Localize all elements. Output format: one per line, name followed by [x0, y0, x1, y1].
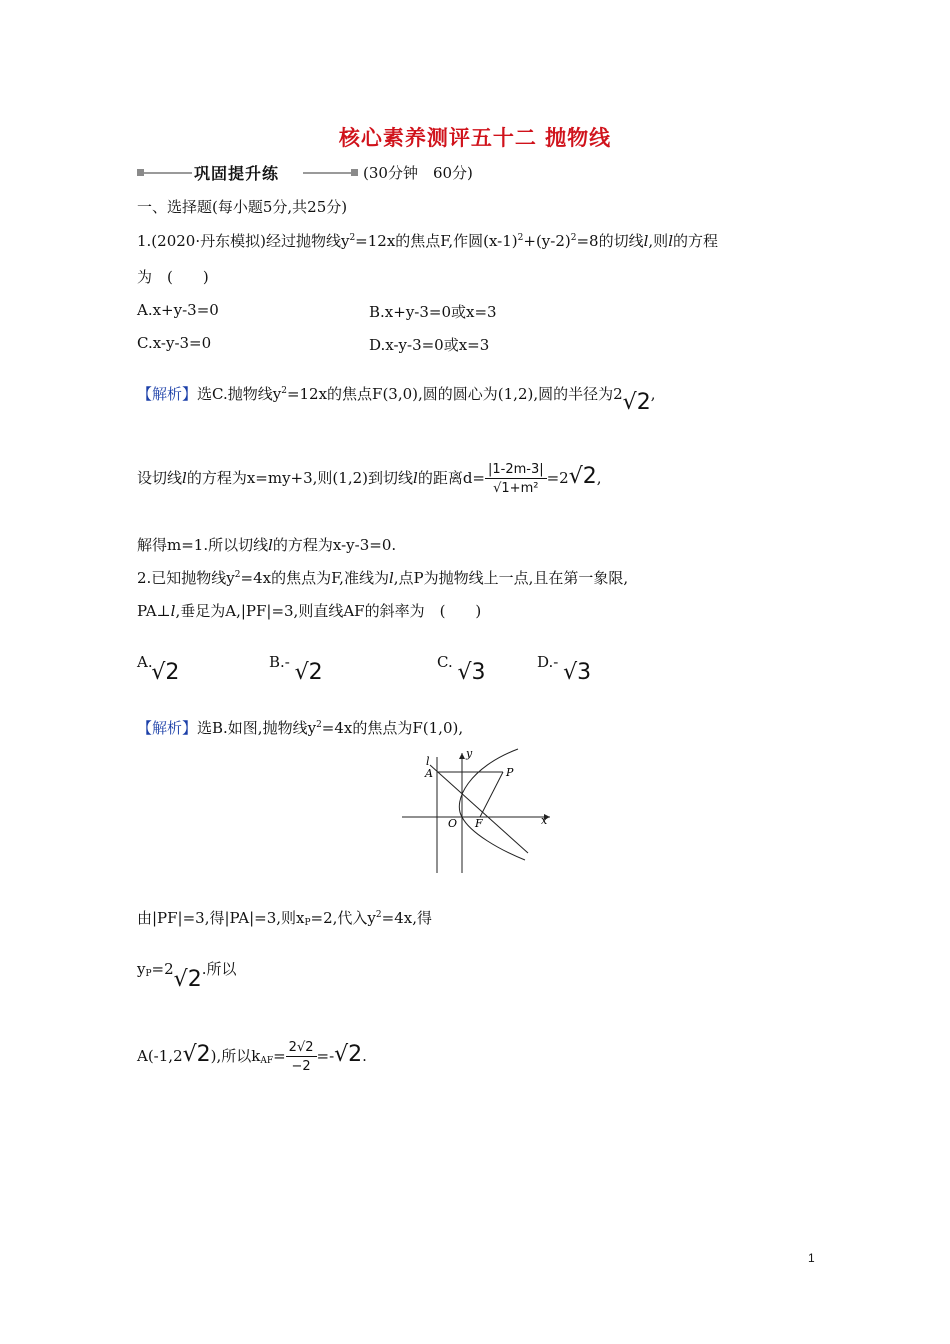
q1-analysis-1b: =12x的焦点F(3,0),圆的圆心为(1,2),圆的半径为2	[286, 385, 623, 403]
q1-stem-b: =12x的焦点F,作圆(x-1)	[355, 232, 518, 250]
q2-option-c	[437, 648, 486, 685]
q1-analysis-3a: 解得m=1.所以切线	[137, 536, 269, 554]
q1-analysis-1a: 选C.抛物线y	[197, 385, 282, 403]
sqrt-2: √2	[182, 1042, 211, 1067]
var-l: l	[643, 232, 649, 250]
fraction-denominator: √1+m²	[493, 481, 539, 496]
q1-stem-d: =8的切线	[576, 232, 644, 250]
distance-fraction	[485, 462, 547, 496]
slope-fraction	[286, 1040, 317, 1074]
q2-stem-line2b: ,垂足为A,|PF|=3,则直线AF的斜率为 ( )	[175, 602, 482, 620]
segment-PF	[480, 772, 503, 817]
sqrt-2: √2	[568, 464, 597, 489]
sup: 2	[234, 570, 241, 580]
q2-analysis-4c: =	[273, 1047, 286, 1065]
page-title: 核心素养测评五十二 抛物线	[338, 125, 612, 150]
q2-analysis-1a: 选B.如图,抛物线y	[197, 719, 317, 737]
sqrt-2: √2	[334, 1042, 363, 1067]
label-x: x	[541, 814, 548, 827]
q1-stem-line2: 为 ( )	[137, 268, 209, 286]
sup: 2	[517, 233, 524, 243]
q1-analysis-2d: =2	[546, 469, 569, 487]
q2-analysis-2c: =4x,得	[381, 909, 432, 927]
q2-analysis-line2	[137, 907, 432, 928]
sqrt-3: √3	[563, 660, 592, 685]
bar-right-dot	[351, 169, 358, 176]
q2-analysis-line4: A(-1,2√2),所以$k_{AF}=$ $\frac{2√2}{-2}$ =-√2.	[137, 1040, 367, 1074]
option-label: B.-	[269, 653, 290, 671]
sup: 2	[570, 233, 577, 243]
fraction-numerator: |1-2m-3|	[485, 462, 547, 479]
label-y: y	[466, 747, 473, 760]
var-l: l	[668, 232, 673, 250]
section-label: 巩固提升练	[194, 164, 280, 183]
option-label: C.	[437, 653, 453, 671]
section-header	[137, 162, 497, 182]
q1-stem-f: 的方程	[673, 232, 719, 250]
fraction-denominator: −2	[291, 1059, 311, 1074]
sqrt-2: √2	[151, 660, 180, 685]
q2-stem-a: 2.已知抛物线y	[137, 569, 235, 587]
q2-stem-line2	[137, 600, 481, 621]
sub: P	[304, 918, 311, 928]
fraction-numerator: 2√2	[286, 1040, 317, 1057]
label-l: l	[426, 755, 430, 768]
sqrt-3: √3	[457, 660, 486, 685]
part-heading: 一、选择题(每小题5分,共25分)	[137, 198, 348, 216]
q1-analysis-2b: 的方程为x=my+3,则(1,2)到切线	[186, 469, 413, 487]
q2-stem	[137, 567, 628, 588]
q2-analysis-line3	[137, 955, 237, 992]
sub: P	[145, 969, 152, 979]
option-label: D.-	[537, 653, 559, 671]
q2-analysis-line1	[137, 717, 463, 738]
label-P: P	[506, 766, 514, 779]
sup: 2	[316, 720, 322, 730]
q2-analysis-3b: =2	[151, 960, 174, 978]
q2-analysis-2: 由|PF|=3,得|PA|=3,则x	[137, 909, 305, 927]
parabola-figure	[400, 745, 560, 875]
var-l: l	[413, 469, 418, 487]
sqrt-2: √2	[622, 390, 651, 415]
parabola-curve	[459, 749, 525, 860]
q1-stem-e: ,则	[648, 232, 669, 250]
label-A: A	[425, 767, 433, 780]
q2-analysis-3c: .所以	[201, 960, 237, 978]
q1-stem-c: +(y-2)	[523, 232, 571, 250]
q1-option-b: B.x+y-3=0或x=3	[369, 303, 497, 321]
section-time: (30分钟 60分)	[363, 164, 473, 182]
label-O: O	[448, 817, 458, 830]
y-axis-arrow	[459, 753, 465, 759]
var-l: l	[170, 602, 176, 620]
analysis-tag: 【解析】	[137, 719, 198, 737]
analysis-tag: 【解析】	[137, 385, 198, 403]
var-l: l	[182, 469, 187, 487]
q1-analysis-line1: 【解析】选C.抛物线$y^2=12x$的焦点F(3,0),圆的圆心为(1,2),圆的半径为2√2,	[137, 385, 656, 415]
q1-analysis-line2: 设切线l的方程为x=my+3,则(1,2)到切线l的距离d= $\frac{|1-2m-3|}{\text{√1+m²}}$ =2√2,	[137, 462, 602, 496]
q2-analysis-4b: ),所以k	[210, 1047, 261, 1065]
page-number: 1	[808, 1251, 815, 1265]
q2-analysis-1b: =4x的焦点为F(1,0),	[321, 719, 464, 737]
var-l: l	[388, 569, 394, 587]
q2-stem-line2a: PA⊥	[137, 602, 171, 620]
bar-left-line	[144, 172, 192, 174]
sqrt-2: √2	[294, 660, 323, 685]
var-l: l	[268, 536, 273, 554]
q2-option-b	[269, 648, 323, 685]
q1-option-a: A.x+y-3=0	[137, 301, 219, 319]
q2-stem-b: =4x的焦点为F,准线为	[240, 569, 389, 587]
q2-analysis-2b: =2,代入y	[310, 909, 376, 927]
q1-option-c: C.x-y-3=0	[137, 334, 212, 352]
q2-stem-c: ,点P为抛物线上一点,且在第一象限,	[393, 569, 629, 587]
q2-analysis-4d: =-	[316, 1047, 335, 1065]
q2-analysis-4a: A(-1,2	[137, 1047, 183, 1065]
bar-left-dot	[137, 169, 144, 176]
q1-stem-a: 1.(2020·丹东模拟)经过抛物线y	[137, 232, 350, 250]
bar-right-line	[303, 172, 351, 174]
q1-analysis-2a: 设切线	[137, 469, 183, 487]
q2-option-a	[137, 648, 185, 685]
q1-stem	[137, 230, 718, 251]
option-label: A.	[137, 653, 153, 671]
sup: 2	[349, 233, 356, 243]
q1-analysis-3b: 的方程为x-y-3=0.	[272, 536, 397, 554]
q2-analysis-3a: y	[137, 960, 146, 978]
sqrt-2: √2	[173, 967, 202, 992]
sup: 2	[375, 910, 382, 920]
sup: 2	[281, 386, 287, 396]
q1-analysis-line3	[137, 534, 396, 555]
q1-option-d: D.x-y-3=0或x=3	[369, 336, 490, 354]
q1-analysis-2c: 的距离d=	[417, 469, 485, 487]
label-F: F	[475, 817, 483, 830]
sub: AF	[260, 1056, 274, 1066]
q2-option-d	[537, 648, 592, 685]
